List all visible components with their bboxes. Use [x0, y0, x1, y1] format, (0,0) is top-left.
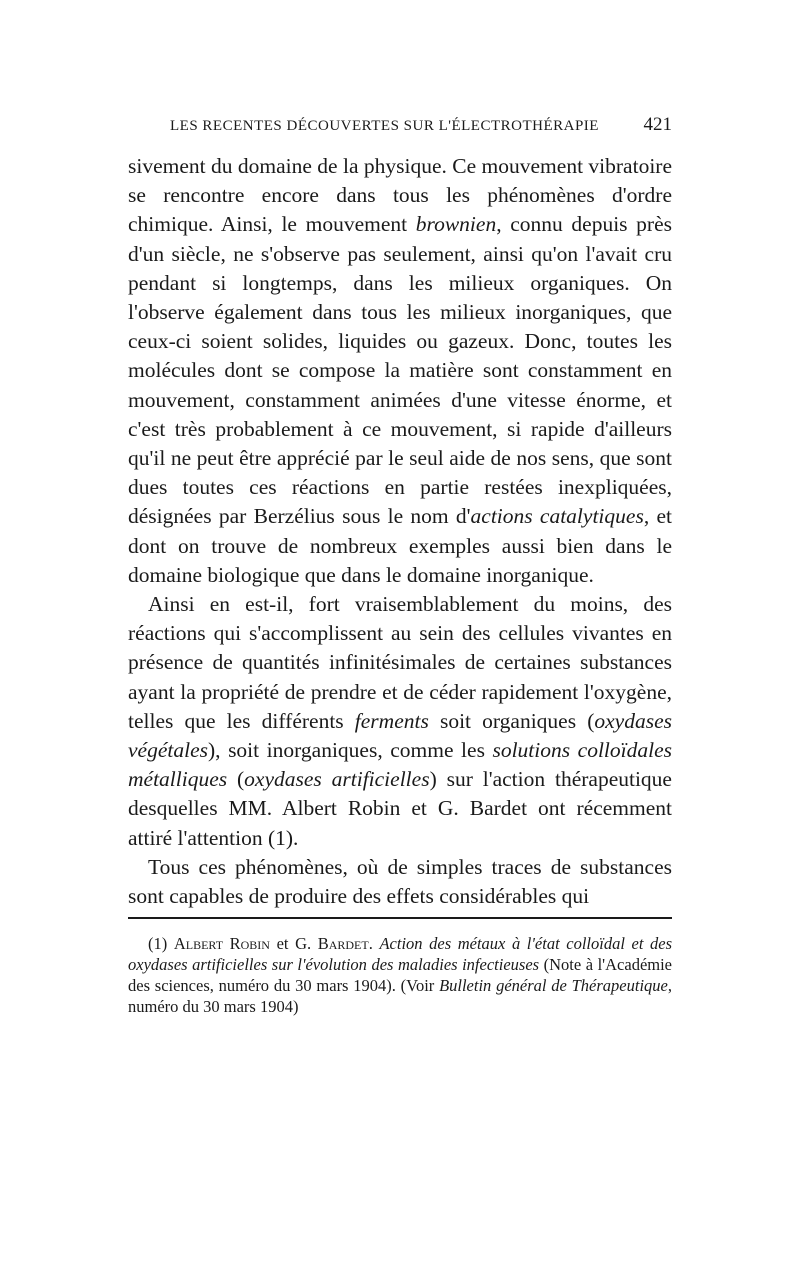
footnote-sep: .	[368, 934, 380, 953]
footnote-rest-2: , numéro du 30 mars 1904)	[128, 976, 672, 1016]
running-title: LES RECENTES DÉCOUVERTES SUR L'ÉLECTROTHÉRAPIE	[170, 118, 599, 134]
footnote	[128, 933, 672, 1017]
footnote-joiner: et G.	[269, 934, 318, 953]
running-head	[128, 114, 672, 136]
p2-text-i: ) sur l'action thérapeutique desquelles MM. Albert Robin et G. Bardet ont récemment attiré l'attention (1).	[128, 767, 672, 850]
p1-text-e: , et dont on trouve de nombreux exemples aussi bien dans le domaine biologique que dans le domaine inorganique.	[128, 504, 672, 587]
p2-text-g: (	[227, 767, 245, 792]
p2-italic-ferments: ferments	[354, 708, 429, 733]
p2-italic-oxydases-vegetales: oxydases végétales	[128, 708, 672, 763]
p2-text-e: ), soit inorganiques, comme les	[208, 738, 493, 763]
p1-text-c: , connu depuis près d'un siècle, ne s'observe pas seulement, ainsi qu'on l'avait cru pendant si longtemps, dans les milieux organiques. On l'observe également dans tous les milieux inorganiques, que ceux-ci soient solides, liquides ou gazeux. Donc, toutes les molécules dont se compose la matière sont constamment en mouvement, constamment animées d'une vitesse énorme, et c'est très probablement à ce mouvement, si rapide d'ailleurs qu'il ne peut être apprécié par le seul aide de nos sens, que sont dues toutes ces réactions en partie restées inexpliquées, désignées par Berzélius sous le nom d'	[128, 212, 673, 529]
footnote-author-robin: Albert Robin	[173, 934, 270, 953]
p2-italic-solutions: solutions colloïdales métalliques	[128, 738, 672, 792]
p2-text-a: Ainsi en est-il, fort vraisemblablement du moins, des réactions qui s'accomplissent au sein des cellules vivantes en présence de quantités infinitésimales de certaines substances ayant la propriété de prendre et de céder rapidement l'oxygène, telles que les différents	[128, 592, 672, 733]
footnote-rule	[128, 917, 672, 919]
p3-text-a: Tous ces phénomènes, où de simples traces de substances sont capables de produire des effets considérables qui	[128, 854, 672, 909]
p1-italic-brownien: brownien	[415, 212, 497, 237]
p1-italic-actions: actions catalytiques	[470, 504, 644, 529]
footnote-journal: Bulletin général de Thérapeutique	[439, 976, 668, 995]
p2-text-c: soit organiques (	[428, 708, 595, 733]
footnote-title: Action des métaux à l'état colloïdal et des oxydases artificielles sur l'évolution des maladies infectieuses	[128, 934, 673, 974]
body-text	[128, 152, 672, 911]
p2-italic-oxydases-artificielles: oxydases artificielles	[244, 767, 430, 792]
paragraph-1	[128, 152, 672, 590]
footnote-rest-1: (Note à l'Académie des sciences, numéro du 30 mars 1904). (Voir	[128, 955, 673, 995]
p1-text-a: sivement du domaine de la physique. Ce mouvement vibratoire se rencontre encore dans tous les phénomènes d'ordre chimique. Ainsi, le mouvement	[128, 154, 672, 237]
paragraph-3	[128, 853, 672, 911]
footnote-marker: (1)	[148, 934, 174, 953]
paragraph-2	[128, 590, 672, 853]
page-number: 421	[643, 114, 672, 135]
footnote-author-bardet: Bardet	[317, 934, 369, 953]
footnote-1	[128, 933, 672, 1017]
